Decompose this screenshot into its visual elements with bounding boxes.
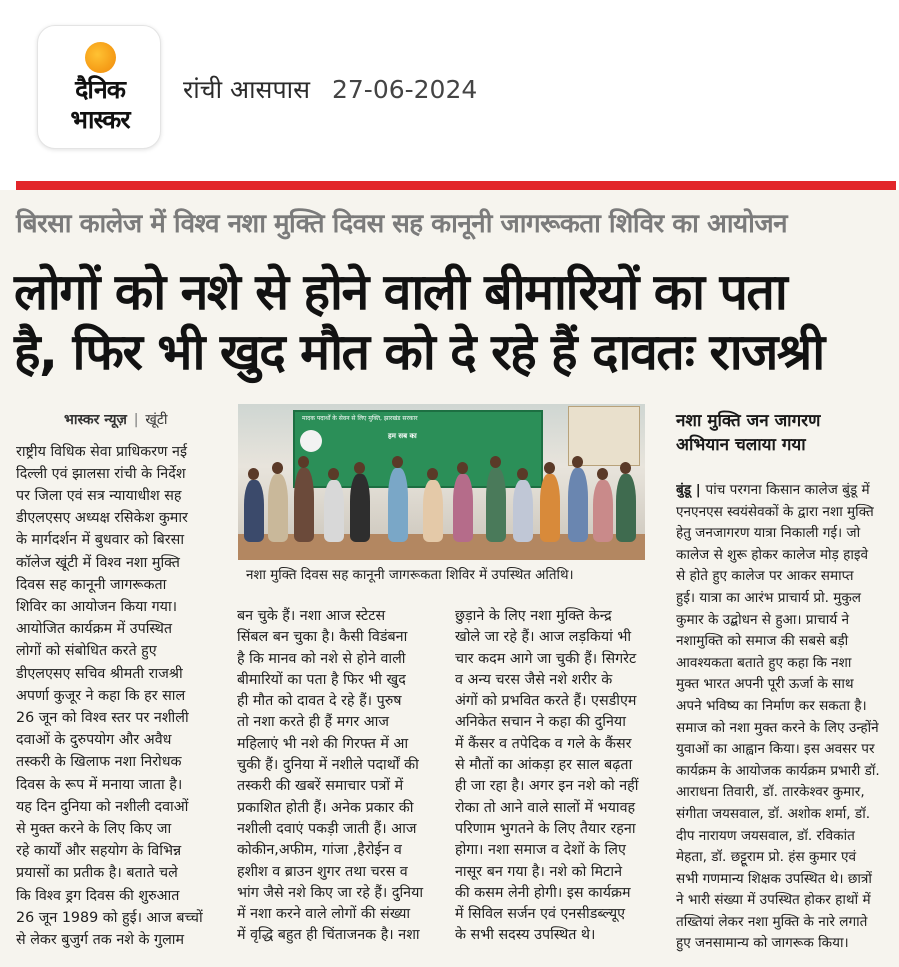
photo-banner-text: मादक पदार्थों के सेवन से लिए मुक्ति, झारखंड सरकार (302, 415, 418, 422)
column-3-line: होगा। नशा समाज व देशों के लिए (455, 842, 626, 859)
person-figure (513, 480, 533, 542)
section-name: रांची आसपास (183, 75, 311, 104)
column-1-line: 26 जून 1989 को हुई। आज बच्चों (16, 909, 203, 926)
column-1-line: लोगों को संबोधित करते हुए (16, 643, 157, 660)
column-3-line: की कसम लेनी होगी। इस कार्यक्रम (455, 884, 631, 901)
side-article-line: हुए जनसामान्य को जागरूक किया। (676, 935, 849, 952)
column-1-line: दिवस सह कानूनी जागरूकता (16, 576, 167, 593)
column-2-line: तस्करी की खबरें समाचार पत्रों में (237, 778, 404, 795)
column-1-line: डीएलएसए सचिव श्रीमती राजश्री (16, 665, 183, 682)
column-1-line: दिवस के रूप में मनाया जाता है। (16, 776, 183, 793)
person-head (544, 462, 555, 474)
emblem-icon (300, 430, 322, 452)
article-kicker: बिरसा कालेज में विश्व नशा मुक्ति दिवस सह कानूनी जागरूकता शिविर का आयोजन (16, 209, 788, 239)
person-head (272, 462, 283, 474)
side-article-line: आवश्यकता बताते हुए कहा कि नशा (676, 654, 852, 671)
column-3-line: परिणाम भुगतने के लिए तैयार रहना (455, 820, 636, 837)
side-article-line: युवाओं का आह्वान किया। इस अवसर पर (676, 741, 875, 758)
person-head (457, 462, 468, 474)
person-figure (453, 474, 473, 542)
column-1-line: आयोजित कार्यक्रम में उपस्थित (16, 621, 172, 638)
side-article-line: से होते हुए कालेज पर आकर समाप्त (676, 568, 854, 585)
person-head (597, 468, 608, 480)
side-article-line: कार्यक्रम के आयोजक कार्यक्रम प्रभारी डॉ. (676, 762, 880, 779)
column-1-line: 26 जून को विश्व स्तर पर नशीली (16, 710, 189, 727)
byline-source: भास्कर न्यूज़ (64, 412, 127, 428)
column-2-line: ही मौत को दावत दे रहे हैं। पुरुष (237, 693, 402, 710)
column-1-line: कॉलेज खूंटी में विश्व नशा मुक्ति (16, 554, 180, 571)
dainik-bhaskar-logo[interactable] (37, 25, 161, 149)
side-title-line-1: नशा मुक्ति जन जागरण (676, 411, 821, 431)
column-2-line: प्रकाशित होती हैं। अनेक प्रकार की (237, 799, 414, 816)
column-2-line: है कि मानव को नशे से होने वाली (237, 650, 406, 667)
article-headline (14, 262, 898, 382)
column-1-line: तस्करी के खिलाफ नशा निरोधक (16, 754, 182, 771)
article-column-2 (237, 606, 445, 947)
side-article-line: दीप नारायण जयसवाल, डॉ. रविकांत (676, 827, 855, 844)
column-2-line: चुकी हैं। दुनिया में नशीले पदार्थों की (237, 757, 419, 774)
column-3-line: के सभी सदस्य उपस्थित थे। (455, 927, 596, 944)
person-head (354, 462, 365, 474)
side-article-line: समाज को नशा मुक्त करने के लिए उन्होंने (676, 719, 879, 736)
column-1-line: डीएलएसए अध्यक्ष रसिकेश कुमार (16, 510, 188, 527)
edition-meta (183, 72, 477, 106)
column-1-line: से लेकर बुजुर्ग तक नशे के गुलाम (16, 932, 185, 949)
person-figure (616, 474, 636, 542)
byline-place: खूंटी (145, 412, 168, 428)
brand-name-line1: दैनिक (75, 75, 125, 104)
column-1-text (16, 441, 228, 952)
person-head (298, 456, 309, 468)
column-2-line: हशीश व ब्राउन शुगर तथा चरस व (237, 863, 408, 880)
person-figure (244, 480, 264, 542)
photo-caption: नशा मुक्ति दिवस सह कानूनी जागरूकता शिविर में उपस्थित अतिथि। (246, 568, 574, 583)
person-figure (324, 480, 344, 542)
side-article-line: अपने भविष्य का निर्माण कर सकता है। (676, 697, 867, 714)
side-article-line: कालेज से शुरू होकर कालेज मोड़ हाइवे (676, 546, 869, 563)
column-1-line: कि विश्व ड्रग दिवस की शुरुआत (16, 887, 180, 904)
byline-separator: | (133, 412, 139, 428)
headline-line-1: लोगों को नशे से होने वाली बीमारियों का पता (14, 263, 787, 321)
side-article-line: तख्तियां लेकर नशा मुक्ति के नारे लगाते (676, 913, 868, 930)
column-1-line: दिल्ली एवं झालसा रांची के निर्देश (16, 465, 186, 482)
column-1-line: से मुक्त करने के लिए किए जा (16, 821, 172, 838)
side-article-line: एनएनएस स्वयंसेवकों के द्वारा नशा मुक्ति (676, 503, 874, 520)
side-article-line: आराधना तिवारी, डॉ. तारकेश्वर कुमार, (676, 784, 865, 801)
red-divider (16, 181, 896, 190)
person-figure (268, 474, 288, 542)
column-3-line: चार कदम आगे जा चुकी हैं। सिगरेट (455, 650, 637, 667)
headline-line-2: है, फिर भी खुद मौत को दे रहे हैं दावतः राजश्री (14, 323, 824, 381)
column-3-line: छुड़ाने के लिए नशा मुक्ति केन्द्र (455, 608, 612, 624)
column-3-line: नासूर बन गया है। नशे को मिटाने (455, 863, 623, 880)
column-2-line: तो नशा करते ही हैं मगर आज (237, 714, 390, 731)
column-3-text (455, 606, 663, 947)
person-head (328, 468, 339, 480)
column-3-line: में कैंसर व तपेदिक व गले के कैंसर (455, 735, 632, 752)
side-article-column (676, 480, 891, 955)
side-article-line: बुंडू | पांच परगना किसान कालेज बुंडू में (676, 482, 870, 498)
person-head (572, 456, 583, 468)
person-head (620, 462, 631, 474)
column-2-line: में नशा करने वाले लोगों की संख्या (237, 906, 411, 923)
byline (16, 410, 228, 432)
side-article-line: मेहता, डॉ. छट्टूराम प्रो. हंस कुमार एवं (676, 849, 857, 866)
side-article-dateline: बुंडू | (676, 482, 706, 498)
column-1-line: शिविर का आयोजन किया गया। (16, 599, 178, 616)
column-2-line: भांग जैसे नशे किए जा रहे हैं। दुनिया (237, 884, 424, 901)
column-3-line: से मौतों का आंकड़ा हर साल बढ़ता (455, 757, 633, 774)
column-3-line: अंगों को प्रभवित करते हैं। एसडीएम (455, 693, 637, 710)
person-figure (540, 474, 560, 542)
column-1-line: प्रयासों का प्रतीक है। बताते चले (16, 865, 178, 882)
column-3-line: अनिकेत सचान ने कहा की दुनिया (455, 714, 626, 731)
side-article-text (676, 480, 891, 955)
person-figure (350, 474, 370, 542)
column-3-line: खोले जा रहे हैं। आज लड़कियां भी (455, 629, 632, 646)
person-figure (388, 468, 408, 542)
side-article-line: ने भारी संख्या में उपस्थित होकर हाथों में (676, 892, 871, 909)
side-article-line: मुक्त भारत अपनी पूरी ऊर्जा के साथ (676, 676, 854, 693)
person-figure (423, 480, 443, 542)
person-figure (294, 468, 314, 542)
article-column-3 (455, 606, 663, 947)
column-2-line: बन चुके हैं। नशा आज स्टेटस (237, 608, 386, 624)
column-1-line: रहे कार्यों और सहयोग के विभिन्न (16, 843, 182, 860)
column-1-line: के मार्गदर्शन में बुधवार को बिरसा (16, 532, 185, 549)
column-2-line: में वृद्धि बहुत ही चिंताजनक है। नशा (237, 927, 420, 944)
column-2-line: नशीली दवाएं पकड़ी जाती हैं। आज (237, 820, 417, 837)
column-2-line: सिंबल बन चुका है। कैसी विडंबना (237, 629, 408, 646)
person-head (490, 456, 501, 468)
side-article-line: हेतु जनजागरण यात्रा निकाली गई। जो (676, 525, 861, 542)
person-head (427, 468, 438, 480)
column-2-line: कोकीन,अफीम, गांजा ,हैरोईन व (237, 842, 402, 859)
article-column-1 (16, 410, 228, 951)
side-article-line: कुमार के उद्बोधन से हुआ। प्राचार्य ने (676, 611, 850, 628)
person-figure (593, 480, 613, 542)
person-figure (486, 468, 506, 542)
column-1-line: दवाओं के दुरुपयोग और अवैध (16, 732, 172, 749)
column-1-line: यह दिन दुनिया को नशीली दवाओं (16, 798, 189, 815)
edition-date: 27-06-2024 (331, 75, 478, 104)
person-head (392, 456, 403, 468)
side-article-title (676, 409, 891, 457)
side-article-line: संगीता जयसवाल, डॉ. अशोक शर्मा, डॉ. (676, 805, 871, 822)
column-3-line: में सिविल सर्जन एवं एनसीडब्ल्यूए (455, 906, 626, 923)
brand-name-line2: भास्कर (70, 105, 130, 134)
photo-banner-subtext: हम सब का (388, 432, 417, 440)
column-1-line: पर जिला एवं सत्र न्यायाधीश सह (16, 488, 182, 504)
side-title-line-2: अभियान चलाया गया (676, 435, 806, 455)
side-article-line: नशामुक्ति को समाज की सबसे बड़ी (676, 633, 849, 650)
column-2-line: महिलाएं भी नशे की गिरफ्त में आ (237, 735, 409, 752)
column-3-line: ही जा रहा है। अगर इन नशे को नहीं (455, 778, 639, 795)
column-3-line: रोका तो आने वाले सालों में भयावह (455, 799, 636, 816)
event-photo (238, 404, 645, 560)
side-article-line: हुई। यात्रा का आरंभ प्राचार्य प्रो. मुकुल (676, 589, 862, 606)
column-1-line: अपर्णा कुजूर ने कहा कि हर साल (16, 687, 186, 704)
side-article-line: सभी गणमान्य शिक्षक उपस्थित थे। छात्रों (676, 870, 872, 887)
person-figure (568, 468, 588, 542)
column-3-line: व अन्य चरस जैसे नशे शरीर के (455, 671, 613, 688)
person-head (517, 468, 528, 480)
sun-icon (85, 42, 116, 73)
person-head (248, 468, 259, 480)
column-1-line: राष्ट्रीय विधिक सेवा प्राधिकरण नई (16, 443, 187, 460)
column-2-line: बीमारियों का पता है फिर भी खुद (237, 671, 406, 688)
column-2-text (237, 606, 445, 947)
